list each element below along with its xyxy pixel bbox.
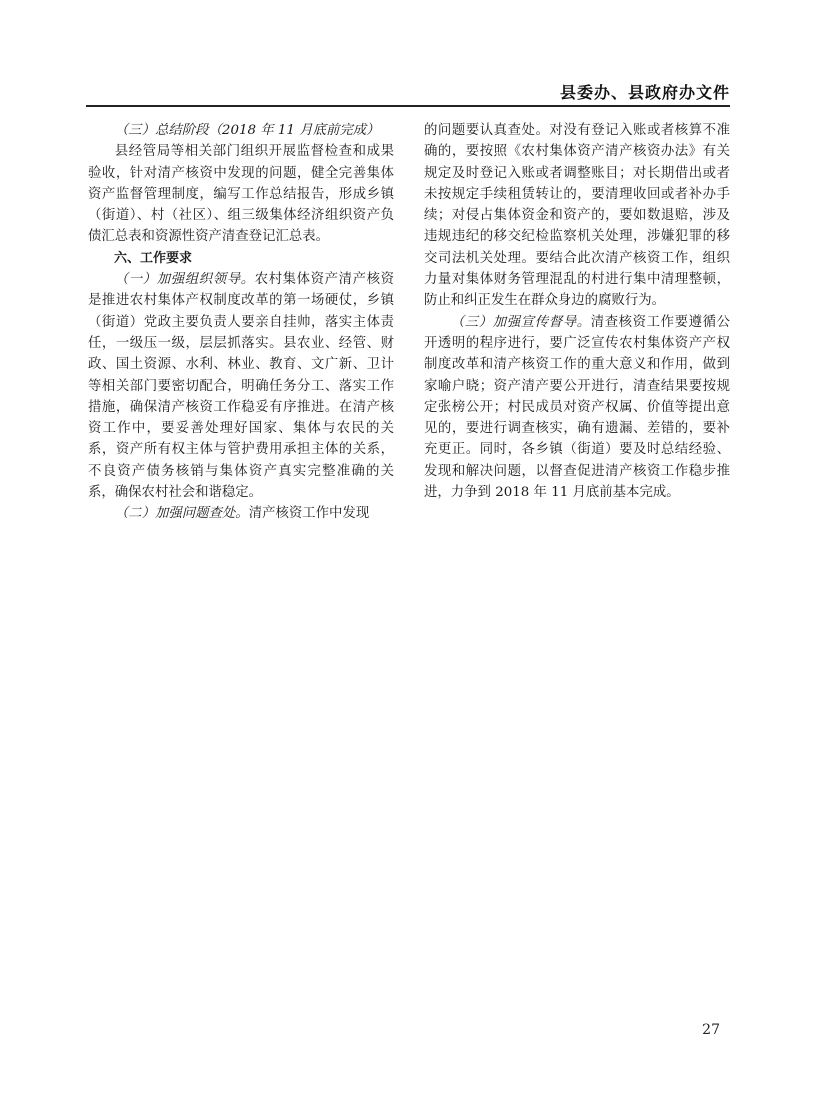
paragraph-publicity [424, 312, 730, 504]
subsection-heading-summary-text: （三）总结阶段（2018 年 11 月底前完成） [114, 123, 380, 138]
paragraph-leadership-body: 农村集体资产清产核资是推进农村集体产权制度改革的第一场硬仗，乡镇（街道）党政主要负责人要亲自挂帅，落实主体责任，一级压一级，层层抓落实。县农业、经管、财政、国土资源、水利、林业、教育、文广新、卫计等相关部门要密切配合，明确任务分工、落实工作措施，确保清产核资工作稳妥有序推进。在清产核资工作中，要妥善处理好国家、集体与农民的关系，资产所有权主体与管护费用承担主体的关系，不良资产债务核销与集体资产真实完整准确的关系，确保农村社会和谐稳定。 [88, 272, 395, 501]
paragraph-publicity-lead: （三）加强宣传督导。 [450, 314, 591, 330]
paragraph-investigation-body: 清产核资工作中发现 [248, 506, 370, 522]
subsection-heading-summary [88, 120, 394, 141]
paragraph-investigation-continued: 的问题要认真查处。对没有登记入账或者核算不准确的，要按照《农村集体资产清产核资办法》有关规定及时登记入账或者调整账目；对长期借出或者未按规定手续租赁转让的，要清理收回或者补办手续；对侵占集体资金和资产的，要如数退赔，涉及违规违纪的移交纪检监察机关处理，涉嫌犯罪的移交司法机关处理。要结合此次清产核资工作，组织力量对集体财务管理混乱的村进行集中清理整顿，防止和纠正发生在群众身边的腐败行为。 [424, 123, 730, 309]
header-title: 县委办、县政府办文件 [559, 83, 730, 102]
paragraph-leadership-lead: （一）加强组织领导。 [114, 272, 255, 288]
paragraph-publicity-body: 清查核资工作要遵循公开透明的程序进行，要广泛宣传农村集体资产产权制度改革和清产核资工作的重大意义和作用，做到家喻户晓；资产清产要公开进行，清查结果要按规定张榜公开；村民成员对资产权属、价值等提出意见的，要进行调查核实，确有遗漏、差错的，要补充更正。同时，各乡镇（街道）要及时总结经验、发现和解决问题，以督查促进清产核资工作稳步推进，力争到 2018 年 11 月底前基本完成。 [424, 314, 731, 501]
paragraph-leadership [88, 269, 394, 503]
section-heading: 六、工作要求 [114, 250, 193, 266]
header-rule [86, 105, 730, 107]
right-column [424, 120, 730, 503]
page-number: 27 [702, 1022, 720, 1038]
paragraph-investigation-lead: （二）加强问题查处。 [114, 506, 249, 522]
left-column [88, 120, 394, 525]
paragraph-investigation [88, 503, 394, 524]
paragraph-summary: 县经管局等相关部门组织开展监督检查和成果验收，针对清产核资中发现的问题，健全完善集体资产监督管理制度，编写工作总结报告，形成乡镇（街道）、村（社区）、组三级集体经济组织资产负债汇总表和资源性资产清查登记汇总表。 [88, 144, 394, 245]
